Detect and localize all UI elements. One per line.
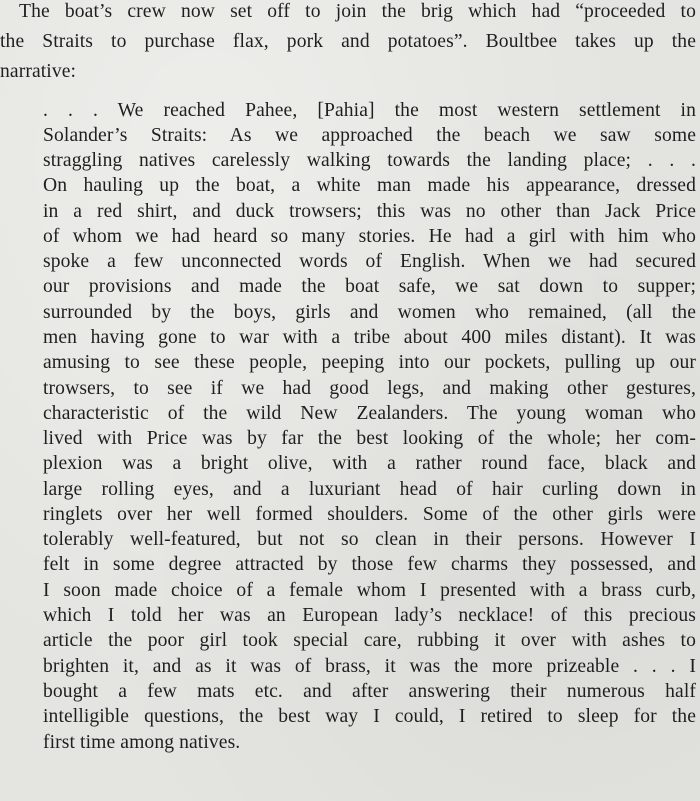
quote-line-16: large rolling eyes, and a luxuriant head of hair curling down in xyxy=(43,479,696,500)
quote-line-24: bought a few mats etc. and after answering their numerous half xyxy=(43,681,696,702)
quote-line-1: . . . We reached Pahee, [Pahia] the most western settlement in xyxy=(43,100,696,121)
quote-line-4: On hauling up the boat, a white man made his appearance, dressed xyxy=(43,175,696,196)
quote-line-21: which I told her was an European lady’s necklace! of this precious xyxy=(43,605,696,626)
intro-line-2: the Straits to purchase flax, pork and potatoes”. Boultbee takes up the xyxy=(0,31,696,52)
quote-line-3: straggling natives carelessly walking towards the landing place; . . . xyxy=(43,150,696,171)
quote-line-2: Solander’s Straits: As we approached the beach we saw some xyxy=(43,125,696,146)
quote-line-5: in a red shirt, and duck trowsers; this was no other than Jack Price xyxy=(43,201,696,222)
quote-line-7: spoke a few unconnected words of English. When we had secured xyxy=(43,251,696,272)
quote-line-18: tolerably well-featured, but not so clean in their persons. However I xyxy=(43,529,696,550)
quote-line-20: I soon made choice of a female whom I presented with a brass curb, xyxy=(43,580,696,601)
quote-line-23: brighten it, and as it was of brass, it was the more prizeable . . . I xyxy=(43,656,696,677)
quote-line-26: first time among natives. xyxy=(43,732,241,753)
quote-line-8: our provisions and made the boat safe, we sat down to supper; xyxy=(43,276,696,297)
quote-line-12: trowsers, to see if we had good legs, and making other gestures, xyxy=(43,378,696,399)
quote-line-10: men having gone to war with a tribe about 400 miles distant). It was xyxy=(43,327,696,348)
quote-line-25: intelligible questions, the best way I could, I retired to sleep for the xyxy=(43,706,696,727)
quote-line-17: ringlets over her well formed shoulders. Some of the other girls were xyxy=(43,504,696,525)
quote-line-14: lived with Price was by far the best looking of the whole; her com- xyxy=(43,428,696,449)
quote-line-22: article the poor girl took special care, rubbing it over with ashes to xyxy=(43,630,696,651)
quote-line-11: amusing to see these people, peeping into our pockets, pulling up our xyxy=(43,352,696,373)
intro-line-3: narrative: xyxy=(0,61,77,82)
quote-line-15: plexion was a bright olive, with a rather round face, black and xyxy=(43,453,696,474)
intro-line-1: The boat’s crew now set off to join the brig which had “proceeded to xyxy=(19,1,696,22)
quote-line-13: characteristic of the wild New Zealanders. The young woman who xyxy=(43,403,696,424)
quote-line-9: surrounded by the boys, girls and women who remained, (all the xyxy=(43,302,696,323)
quote-line-19: felt in some degree attracted by those few charms they possessed, and xyxy=(43,554,696,575)
quote-line-6: of whom we had heard so many stories. He had a girl with him who xyxy=(43,226,696,247)
